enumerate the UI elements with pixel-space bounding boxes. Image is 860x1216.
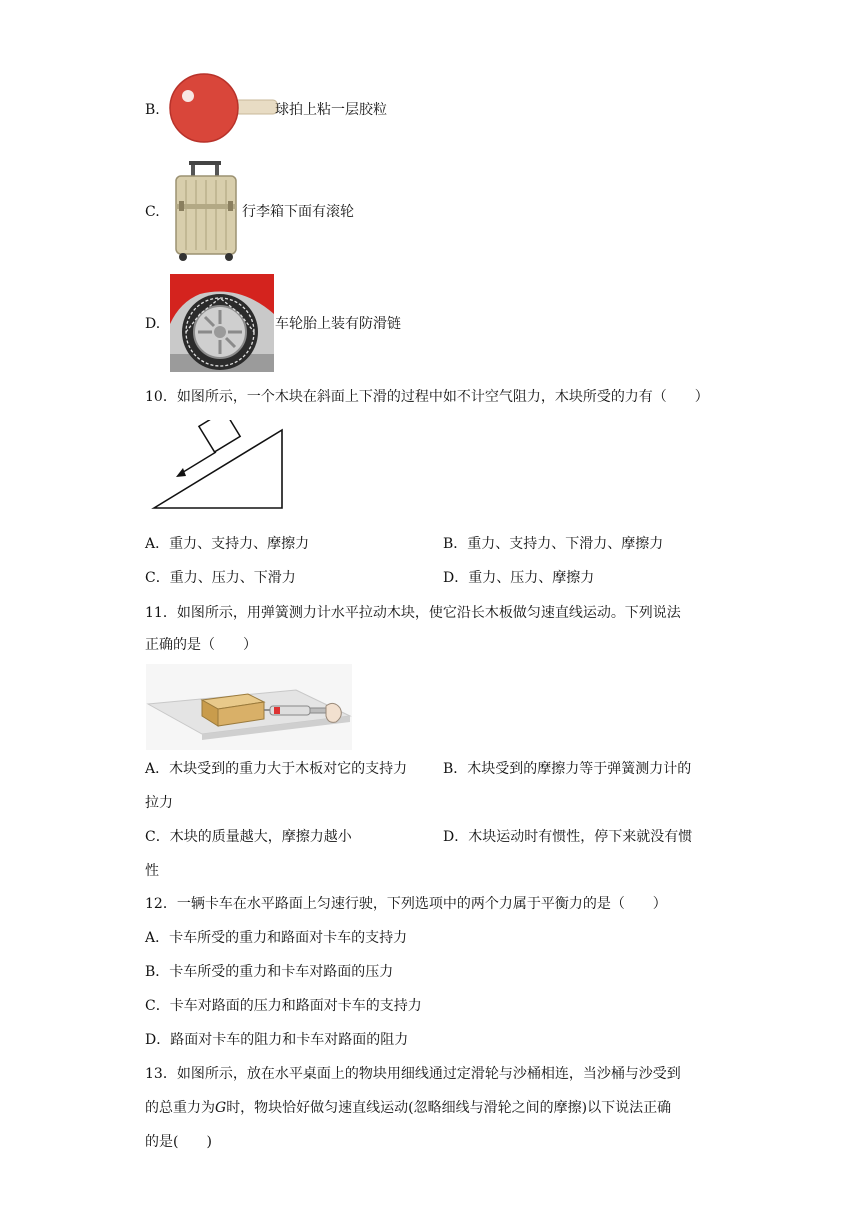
q9-option-b — [145, 70, 545, 150]
option-letter: C. — [145, 204, 160, 220]
option-c-wrap: 性 — [145, 863, 159, 879]
option-text: 卡车对路面的压力和路面对卡车的支持力 — [169, 998, 422, 1014]
option-letter: B. — [145, 102, 160, 118]
option-b[interactable] — [443, 534, 663, 554]
option-letter: B． — [145, 964, 170, 980]
option-letter: D． — [145, 1032, 171, 1048]
option-text: 路面对卡车的阻力和卡车对路面的阻力 — [170, 1032, 409, 1048]
option-c[interactable] — [145, 568, 296, 588]
question-13-stem-line2: 的总重力为G时，物块恰好做匀速直线运动(忽略细线与滑轮之间的摩擦)以下说法正确 — [145, 1100, 672, 1116]
option-text: 球拍上粘一层胶粒 — [275, 102, 387, 118]
option-text: 重力、支持力、摩擦力 — [169, 536, 310, 552]
option-c[interactable] — [145, 827, 352, 847]
question-11-options — [145, 759, 745, 883]
option-letter: A． — [145, 761, 170, 777]
question-11-stem-line2: 正确的是（ ） — [145, 637, 257, 653]
question-13-stem-line3: 的是( ) — [145, 1134, 212, 1150]
option-text: 木块受到的摩擦力等于弹簧测力计的 — [467, 761, 692, 777]
question-10-options — [145, 534, 745, 590]
option-letter: C． — [145, 998, 170, 1014]
option-text: 卡车所受的重力和卡车对路面的压力 — [169, 964, 394, 980]
option-text: 木块的质量越大，摩擦力越小 — [169, 829, 352, 845]
option-text: 木块受到的重力大于木板对它的支持力 — [169, 761, 408, 777]
option-letter: A． — [145, 930, 170, 946]
option-text: 重力、支持力、下滑力、摩擦力 — [467, 536, 664, 552]
option-letter: B． — [443, 761, 468, 777]
option-a[interactable] — [145, 534, 309, 554]
option-text: 重力、压力、摩擦力 — [468, 570, 595, 586]
option-b[interactable] — [443, 759, 691, 779]
option-letter: D. — [145, 316, 161, 332]
question-12-stem: 12．一辆卡车在水平路面上匀速行驶，下列选项中的两个力属于平衡力的是（ ） — [145, 896, 667, 912]
option-d[interactable] — [443, 827, 692, 847]
question-13-stem-line1: 13．如图所示，放在水平桌面上的物块用细线通过定滑轮与沙桶相连，当沙桶与沙受到 — [145, 1066, 681, 1082]
incline-block-diagram — [150, 420, 290, 515]
option-text: 重力、压力、下滑力 — [169, 570, 296, 586]
variable-g: G — [215, 1100, 227, 1116]
tire-chain-icon — [170, 274, 274, 372]
option-letter: D． — [443, 829, 469, 845]
q12-option-a[interactable] — [145, 928, 407, 948]
option-letter: C． — [145, 829, 170, 845]
option-text: 卡车所受的重力和路面对卡车的支持力 — [169, 930, 408, 946]
ping-pong-paddle-icon — [169, 70, 279, 146]
option-text: 行李箱下面有滚轮 — [242, 204, 354, 220]
option-letter: B． — [443, 536, 468, 552]
option-a[interactable] — [145, 759, 407, 779]
spring-scale-block-diagram — [146, 664, 352, 750]
option-text: 车轮胎上装有防滑链 — [275, 316, 401, 332]
option-letter: A． — [145, 536, 170, 552]
option-text: 木块运动时有惯性，停下来就没有惯 — [468, 829, 693, 845]
question-10-stem: 10．如图所示，一个木块在斜面上下滑的过程中如不计空气阻力，木块所受的力有（ ） — [145, 389, 709, 405]
option-letter: C． — [145, 570, 170, 586]
question-11-stem-line1: 11．如图所示，用弹簧测力计水平拉动木块，使它沿长木板做匀速直线运动。下列说法 — [145, 605, 681, 621]
option-letter: D． — [443, 570, 469, 586]
q12-option-d[interactable] — [145, 1030, 408, 1050]
q12-option-c[interactable] — [145, 996, 422, 1016]
option-d[interactable] — [443, 568, 594, 588]
q9-option-d — [145, 274, 545, 374]
suitcase-icon — [171, 160, 241, 262]
option-a-wrap: 拉力 — [145, 795, 173, 811]
q9-option-c — [145, 160, 545, 264]
q12-option-b[interactable] — [145, 962, 393, 982]
